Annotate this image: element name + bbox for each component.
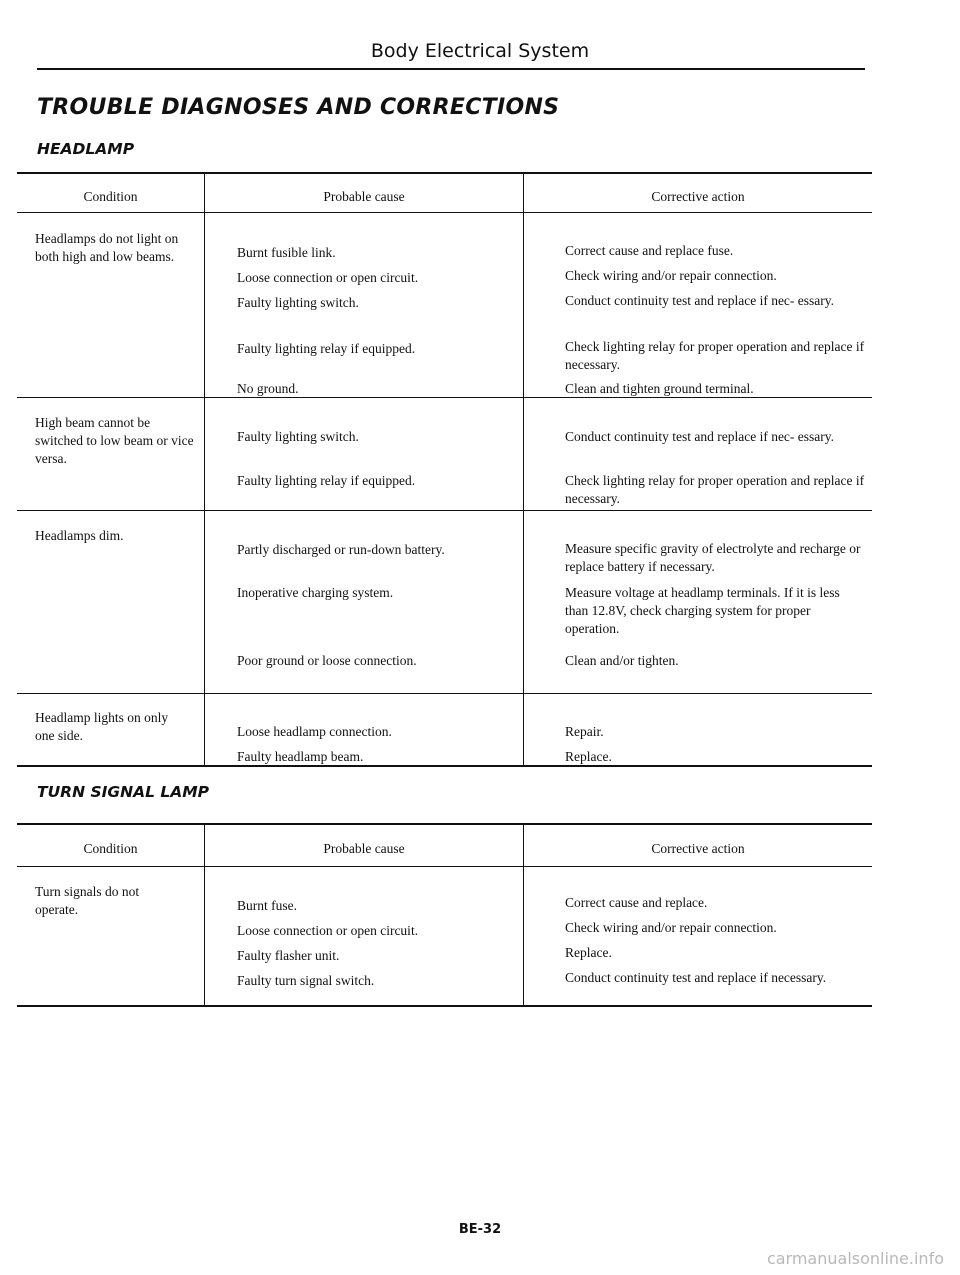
cause-item: Faulty flasher unit.	[237, 947, 340, 963]
action-item: Replace.	[565, 944, 612, 960]
action-item: Measure voltage at headlamp terminals. If it is less than 12.8V, check charging system for proper operation.	[565, 584, 840, 636]
action-item: Correct cause and replace fuse.	[565, 242, 734, 258]
cause-item: Loose connection or open circuit.	[237, 269, 419, 285]
cause-item: Poor ground or loose connection.	[237, 652, 417, 668]
cause-item: No ground.	[237, 380, 299, 396]
page-heading: TROUBLE DIAGNOSES AND CORRECTIONS	[37, 95, 560, 120]
action-item: Clean and/or tighten.	[565, 652, 679, 668]
cause-item: Loose connection or open circuit.	[237, 922, 419, 938]
cause-item: Partly discharged or run-down battery.	[237, 541, 445, 557]
condition-cell: Headlamps do not light on both high and low beams.	[35, 231, 179, 264]
cause-item: Inoperative charging system.	[237, 584, 394, 600]
cause-item: Faulty headlamp beam.	[237, 748, 364, 764]
watermark: carmanualsonline.info	[766, 1249, 944, 1268]
action-item: Replace.	[565, 748, 612, 764]
headlamp-heading: HEADLAMP	[37, 140, 135, 158]
cause-item: Faulty turn signal switch.	[237, 972, 375, 988]
column-header-condition: Condition	[83, 841, 138, 856]
table-top-rule	[17, 172, 872, 174]
cause-item: Burnt fuse.	[237, 897, 297, 913]
action-item: Correct cause and replace.	[565, 894, 708, 910]
action-item: Check wiring and/or repair connection.	[565, 919, 777, 935]
column-header-condition: Condition	[83, 189, 138, 204]
cause-item: Loose headlamp connection.	[237, 723, 392, 739]
condition-cell: Turn signals do not operate.	[35, 884, 140, 917]
cause-item: Faulty lighting switch.	[237, 294, 359, 310]
column-divider	[523, 172, 524, 766]
row-divider	[17, 510, 872, 511]
header-title: Body Electrical System	[370, 40, 590, 62]
turn-signal-heading: TURN SIGNAL LAMP	[37, 783, 210, 801]
action-item: Conduct continuity test and replace if necessary.	[565, 969, 827, 985]
condition-cell: Headlamp lights on only one side.	[35, 710, 169, 743]
table-header-rule	[17, 212, 872, 213]
action-item: Clean and tighten ground terminal.	[565, 380, 754, 396]
cause-item: Faulty lighting relay if equipped.	[237, 340, 416, 356]
table-top-rule	[17, 823, 872, 825]
row-divider	[17, 693, 872, 694]
action-item: Check lighting relay for proper operation and replace if necessary.	[565, 338, 865, 372]
action-item: Conduct continuity test and replace if nec- essary.	[565, 292, 835, 308]
page-number: BE-32	[458, 1222, 502, 1237]
cause-item: Faulty lighting relay if equipped.	[237, 472, 416, 488]
column-header-cause: Probable cause	[323, 841, 405, 856]
action-item: Check wiring and/or repair connection.	[565, 267, 777, 283]
action-item: Conduct continuity test and replace if nec- essary.	[565, 428, 835, 444]
condition-cell: High beam cannot be switched to low beam or vice versa.	[35, 415, 194, 466]
table-header-rule	[17, 866, 872, 867]
column-header-cause: Probable cause	[323, 189, 405, 204]
action-item: Repair.	[565, 723, 604, 739]
header-rule	[37, 68, 865, 70]
column-header-action: Corrective action	[651, 841, 745, 856]
action-item: Check lighting relay for proper operation and replace if necessary.	[565, 472, 865, 506]
condition-cell: Headlamps dim.	[35, 528, 124, 543]
column-header-action: Corrective action	[651, 189, 745, 204]
cause-item: Burnt fusible link.	[237, 244, 336, 260]
column-divider	[204, 172, 205, 766]
action-item: Measure specific gravity of electrolyte and recharge or replace battery if necessary.	[565, 540, 861, 574]
cause-item: Faulty lighting switch.	[237, 428, 359, 444]
table-bottom-rule	[17, 1005, 872, 1007]
